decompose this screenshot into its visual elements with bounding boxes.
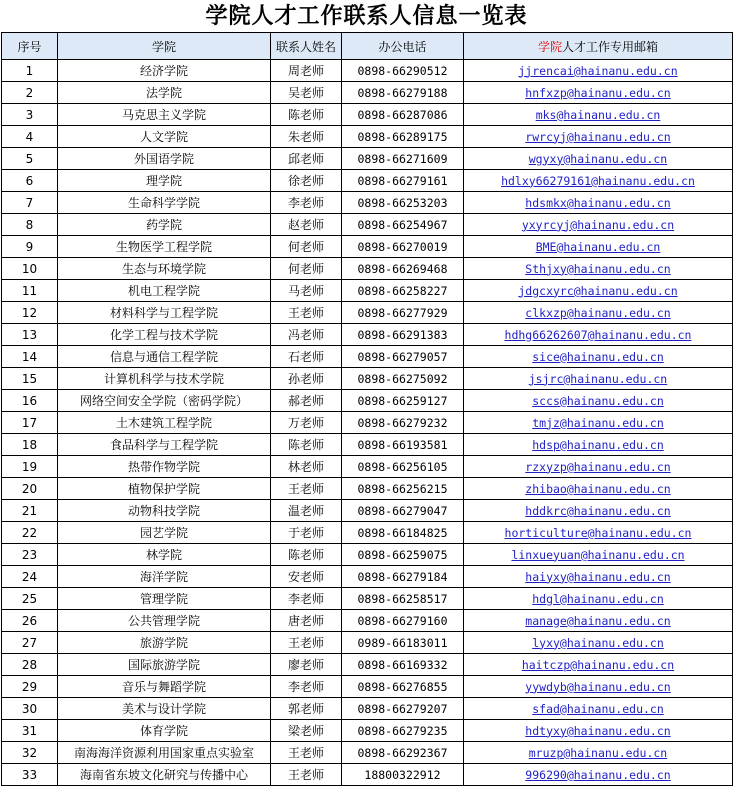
row-college: 音乐与舞蹈学院 <box>58 676 271 698</box>
row-no: 5 <box>2 148 58 170</box>
row-college: 管理学院 <box>58 588 271 610</box>
table-row <box>2 764 733 786</box>
row-no: 27 <box>2 632 58 654</box>
row-email-cell <box>464 412 733 434</box>
row-contact: 万老师 <box>271 412 342 434</box>
row-college: 化学工程与技术学院 <box>58 324 271 346</box>
row-contact: 李老师 <box>271 588 342 610</box>
row-phone: 0898-66287086 <box>342 104 464 126</box>
row-email-cell <box>464 192 733 214</box>
row-email-cell <box>464 632 733 654</box>
row-email-cell <box>464 544 733 566</box>
row-phone: 0898-66279160 <box>342 610 464 632</box>
row-no: 25 <box>2 588 58 610</box>
row-phone: 0898-66279184 <box>342 566 464 588</box>
email-link[interactable]: hdlxy66279161@hainanu.edu.cn <box>501 173 695 188</box>
row-college: 国际旅游学院 <box>58 654 271 676</box>
row-email-cell <box>464 104 733 126</box>
row-phone: 0898-66291383 <box>342 324 464 346</box>
email-link[interactable]: hdgl@hainanu.edu.cn <box>532 591 664 606</box>
table-row <box>2 720 733 742</box>
email-link[interactable]: hdhg66262607@hainanu.edu.cn <box>504 327 692 342</box>
row-email-cell <box>464 566 733 588</box>
row-no: 6 <box>2 170 58 192</box>
email-link[interactable]: jdgcxyrc@hainanu.edu.cn <box>518 283 678 298</box>
row-phone: 0898-66169332 <box>342 654 464 676</box>
row-email-cell <box>464 280 733 302</box>
email-link[interactable]: hdtyxy@hainanu.edu.cn <box>525 723 671 738</box>
row-college: 经济学院 <box>58 60 271 82</box>
header-row <box>2 33 733 60</box>
row-no: 19 <box>2 456 58 478</box>
table-row <box>2 60 733 82</box>
row-no: 33 <box>2 764 58 786</box>
row-email-cell <box>464 302 733 324</box>
table-row <box>2 434 733 456</box>
row-email-cell <box>464 434 733 456</box>
table-row <box>2 698 733 720</box>
row-contact: 冯老师 <box>271 324 342 346</box>
email-link[interactable]: rzxyzp@hainanu.edu.cn <box>525 459 671 474</box>
email-link[interactable]: mruzp@hainanu.edu.cn <box>528 745 668 760</box>
table-row <box>2 368 733 390</box>
email-link[interactable]: 996290@hainanu.edu.cn <box>525 767 671 782</box>
table-row <box>2 500 733 522</box>
email-link[interactable]: Sthjxy@hainanu.edu.cn <box>525 261 671 276</box>
table-row <box>2 192 733 214</box>
email-link[interactable]: wgyxy@hainanu.edu.cn <box>528 151 668 166</box>
table-row <box>2 456 733 478</box>
table-row <box>2 104 733 126</box>
row-contact: 于老师 <box>271 522 342 544</box>
row-college: 土木建筑工程学院 <box>58 412 271 434</box>
table-row <box>2 148 733 170</box>
row-email-cell <box>464 148 733 170</box>
row-college: 热带作物学院 <box>58 456 271 478</box>
row-phone: 0898-66258517 <box>342 588 464 610</box>
row-phone: 0898-66289175 <box>342 126 464 148</box>
row-contact: 孙老师 <box>271 368 342 390</box>
email-link[interactable]: zhibao@hainanu.edu.cn <box>525 481 671 496</box>
email-link[interactable]: horticulture@hainanu.edu.cn <box>504 525 692 540</box>
row-college: 生态与环境学院 <box>58 258 271 280</box>
table-row <box>2 544 733 566</box>
row-phone: 0898-66259075 <box>342 544 464 566</box>
table-row <box>2 324 733 346</box>
row-phone: 0898-66256215 <box>342 478 464 500</box>
email-link[interactable]: hddkrc@hainanu.edu.cn <box>525 503 671 518</box>
row-contact: 何老师 <box>271 236 342 258</box>
table-row <box>2 82 733 104</box>
row-college: 生物医学工程学院 <box>58 236 271 258</box>
row-contact: 王老师 <box>271 632 342 654</box>
row-contact: 徐老师 <box>271 170 342 192</box>
email-link[interactable]: hdsmkx@hainanu.edu.cn <box>525 195 671 210</box>
row-phone: 0898-66275092 <box>342 368 464 390</box>
row-email-cell <box>464 170 733 192</box>
header-no: 序号 <box>2 33 58 60</box>
email-link[interactable]: manage@hainanu.edu.cn <box>525 613 671 628</box>
row-contact: 石老师 <box>271 346 342 368</box>
row-no: 14 <box>2 346 58 368</box>
email-link[interactable]: sice@hainanu.edu.cn <box>532 349 664 364</box>
row-no: 22 <box>2 522 58 544</box>
row-email-cell <box>464 610 733 632</box>
email-link[interactable]: yywdyb@hainanu.edu.cn <box>525 679 671 694</box>
row-no: 18 <box>2 434 58 456</box>
row-contact: 陈老师 <box>271 544 342 566</box>
row-contact: 陈老师 <box>271 434 342 456</box>
row-college: 美术与设计学院 <box>58 698 271 720</box>
row-no: 24 <box>2 566 58 588</box>
contact-table <box>1 32 733 786</box>
row-phone: 0898-66279235 <box>342 720 464 742</box>
row-no: 2 <box>2 82 58 104</box>
row-no: 3 <box>2 104 58 126</box>
row-college: 南海海洋资源利用国家重点实验室 <box>58 742 271 764</box>
row-phone: 0898-66256105 <box>342 456 464 478</box>
table-row <box>2 346 733 368</box>
row-college: 马克思主义学院 <box>58 104 271 126</box>
row-contact: 梁老师 <box>271 720 342 742</box>
table-row <box>2 522 733 544</box>
row-no: 10 <box>2 258 58 280</box>
table-body <box>2 60 733 786</box>
table-row <box>2 654 733 676</box>
row-email-cell <box>464 588 733 610</box>
email-link[interactable]: mks@hainanu.edu.cn <box>535 107 661 122</box>
email-link[interactable]: haitczp@hainanu.edu.cn <box>521 657 675 672</box>
row-contact: 赵老师 <box>271 214 342 236</box>
row-phone: 0898-66259127 <box>342 390 464 412</box>
header-email-prefix: 学院 <box>537 39 562 54</box>
row-contact: 陈老师 <box>271 104 342 126</box>
row-email-cell <box>464 126 733 148</box>
page-title: 学院人才工作联系人信息一览表 <box>205 3 528 29</box>
row-contact: 唐老师 <box>271 610 342 632</box>
table-row <box>2 236 733 258</box>
email-link[interactable]: jsjrc@hainanu.edu.cn <box>528 371 668 386</box>
email-link[interactable]: rwrcyj@hainanu.edu.cn <box>525 129 671 144</box>
header-college: 学院 <box>58 33 271 60</box>
table-row <box>2 258 733 280</box>
table-row <box>2 676 733 698</box>
row-phone: 0898-66290512 <box>342 60 464 82</box>
row-email-cell <box>464 390 733 412</box>
table-row <box>2 742 733 764</box>
row-phone: 0898-66254967 <box>342 214 464 236</box>
row-contact: 王老师 <box>271 478 342 500</box>
row-no: 8 <box>2 214 58 236</box>
row-email-cell <box>464 654 733 676</box>
email-link[interactable]: haiyxy@hainanu.edu.cn <box>525 569 671 584</box>
row-phone: 0898-66277929 <box>342 302 464 324</box>
header-contact: 联系人姓名 <box>271 33 342 60</box>
row-contact: 王老师 <box>271 302 342 324</box>
email-link[interactable]: lyxy@hainanu.edu.cn <box>532 635 664 650</box>
row-email-cell <box>464 60 733 82</box>
table-row <box>2 280 733 302</box>
row-no: 26 <box>2 610 58 632</box>
row-phone: 0898-66279207 <box>342 698 464 720</box>
table-row <box>2 566 733 588</box>
row-contact: 周老师 <box>271 60 342 82</box>
email-link[interactable]: sfad@hainanu.edu.cn <box>532 701 664 716</box>
table-row <box>2 588 733 610</box>
table-row <box>2 390 733 412</box>
row-contact: 李老师 <box>271 676 342 698</box>
row-college: 体育学院 <box>58 720 271 742</box>
row-contact: 郭老师 <box>271 698 342 720</box>
row-email-cell <box>464 324 733 346</box>
row-phone: 0898-66279232 <box>342 412 464 434</box>
row-phone: 0898-66276855 <box>342 676 464 698</box>
row-email-cell <box>464 764 733 786</box>
row-phone: 0898-66184825 <box>342 522 464 544</box>
table-row <box>2 412 733 434</box>
row-email-cell <box>464 478 733 500</box>
email-link[interactable]: yxyrcyj@hainanu.edu.cn <box>521 217 675 232</box>
row-college: 林学院 <box>58 544 271 566</box>
row-email-cell <box>464 720 733 742</box>
email-link[interactable]: jjrencai@hainanu.edu.cn <box>518 63 678 78</box>
row-contact: 马老师 <box>271 280 342 302</box>
row-college: 海洋学院 <box>58 566 271 588</box>
row-email-cell <box>464 368 733 390</box>
row-phone: 0898-66292367 <box>342 742 464 764</box>
row-contact: 林老师 <box>271 456 342 478</box>
row-contact: 吴老师 <box>271 82 342 104</box>
row-contact: 郝老师 <box>271 390 342 412</box>
row-no: 4 <box>2 126 58 148</box>
row-phone: 0898-66270019 <box>342 236 464 258</box>
row-no: 23 <box>2 544 58 566</box>
header-phone: 办公电话 <box>342 33 464 60</box>
row-email-cell <box>464 82 733 104</box>
row-college: 动物科技学院 <box>58 500 271 522</box>
row-contact: 朱老师 <box>271 126 342 148</box>
row-college: 法学院 <box>58 82 271 104</box>
row-phone: 0898-66279047 <box>342 500 464 522</box>
email-link[interactable]: clkxzp@hainanu.edu.cn <box>525 305 671 320</box>
row-no: 21 <box>2 500 58 522</box>
row-phone: 0989-66183011 <box>342 632 464 654</box>
row-email-cell <box>464 698 733 720</box>
row-college: 公共管理学院 <box>58 610 271 632</box>
row-phone: 0898-66279188 <box>342 82 464 104</box>
row-email-cell <box>464 456 733 478</box>
row-phone: 0898-66279057 <box>342 346 464 368</box>
row-college: 人文学院 <box>58 126 271 148</box>
row-no: 16 <box>2 390 58 412</box>
row-college: 机电工程学院 <box>58 280 271 302</box>
table-row <box>2 632 733 654</box>
row-no: 31 <box>2 720 58 742</box>
row-college: 药学院 <box>58 214 271 236</box>
table-row <box>2 214 733 236</box>
row-college: 理学院 <box>58 170 271 192</box>
row-email-cell <box>464 742 733 764</box>
row-college: 材料科学与工程学院 <box>58 302 271 324</box>
table-row <box>2 478 733 500</box>
email-link[interactable]: BME@hainanu.edu.cn <box>535 239 661 254</box>
row-no: 15 <box>2 368 58 390</box>
row-no: 11 <box>2 280 58 302</box>
header-email-rest: 人才工作专用邮箱 <box>562 39 659 54</box>
row-no: 1 <box>2 60 58 82</box>
row-no: 7 <box>2 192 58 214</box>
table-row <box>2 610 733 632</box>
row-no: 9 <box>2 236 58 258</box>
row-phone: 0898-66279161 <box>342 170 464 192</box>
row-college: 生命科学学院 <box>58 192 271 214</box>
row-no: 20 <box>2 478 58 500</box>
row-contact: 何老师 <box>271 258 342 280</box>
row-college: 旅游学院 <box>58 632 271 654</box>
row-contact: 邱老师 <box>271 148 342 170</box>
row-college: 计算机科学与技术学院 <box>58 368 271 390</box>
row-no: 28 <box>2 654 58 676</box>
row-phone: 18800322912 <box>342 764 464 786</box>
row-contact: 王老师 <box>271 764 342 786</box>
email-link[interactable]: sccs@hainanu.edu.cn <box>532 393 664 408</box>
row-college: 食品科学与工程学院 <box>58 434 271 456</box>
row-no: 30 <box>2 698 58 720</box>
row-phone: 0898-66253203 <box>342 192 464 214</box>
row-college: 园艺学院 <box>58 522 271 544</box>
row-no: 12 <box>2 302 58 324</box>
row-no: 32 <box>2 742 58 764</box>
row-college: 外国语学院 <box>58 148 271 170</box>
row-contact: 王老师 <box>271 742 342 764</box>
row-college: 信息与通信工程学院 <box>58 346 271 368</box>
row-contact: 温老师 <box>271 500 342 522</box>
row-email-cell <box>464 676 733 698</box>
row-phone: 0898-66193581 <box>342 434 464 456</box>
header-email <box>464 33 733 60</box>
row-email-cell <box>464 522 733 544</box>
row-college: 植物保护学院 <box>58 478 271 500</box>
row-email-cell <box>464 258 733 280</box>
row-college: 海南省东坡文化研究与传播中心 <box>58 764 271 786</box>
email-link[interactable]: linxueyuan@hainanu.edu.cn <box>511 547 685 562</box>
table-row <box>2 302 733 324</box>
row-email-cell <box>464 500 733 522</box>
row-phone: 0898-66258227 <box>342 280 464 302</box>
row-contact: 安老师 <box>271 566 342 588</box>
email-link[interactable]: hnfxzp@hainanu.edu.cn <box>525 85 671 100</box>
row-contact: 李老师 <box>271 192 342 214</box>
email-link[interactable]: hdsp@hainanu.edu.cn <box>532 437 664 452</box>
row-phone: 0898-66271609 <box>342 148 464 170</box>
row-no: 29 <box>2 676 58 698</box>
row-email-cell <box>464 236 733 258</box>
row-college: 网络空间安全学院（密码学院） <box>58 390 271 412</box>
row-email-cell <box>464 346 733 368</box>
row-email-cell <box>464 214 733 236</box>
row-no: 13 <box>2 324 58 346</box>
table-row <box>2 126 733 148</box>
row-no: 17 <box>2 412 58 434</box>
row-contact: 廖老师 <box>271 654 342 676</box>
row-phone: 0898-66269468 <box>342 258 464 280</box>
email-link[interactable]: tmjz@hainanu.edu.cn <box>532 415 664 430</box>
table-row <box>2 170 733 192</box>
